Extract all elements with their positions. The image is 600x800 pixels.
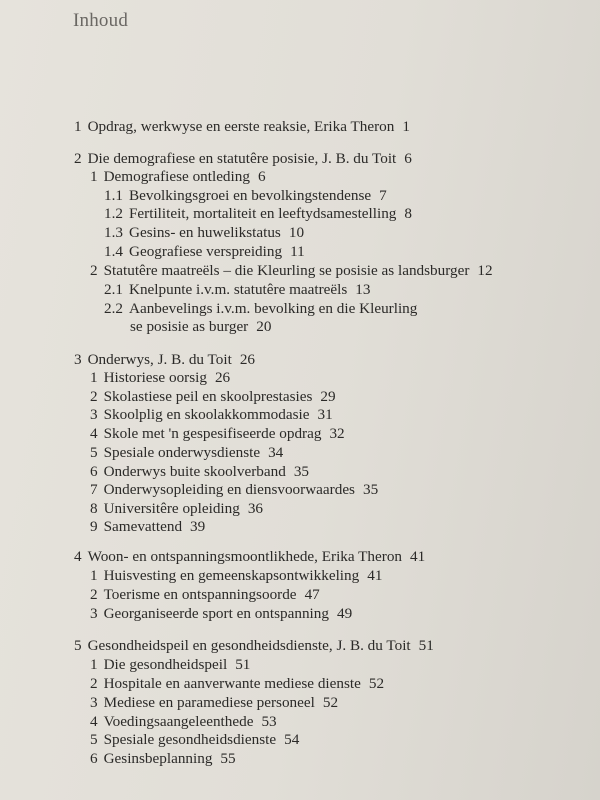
toc-section [90,675,384,692]
entry-title: Voedingsaangeleenthede [103,713,254,730]
entry-number: 9 [90,518,98,535]
entry-title: Gesins- en huwelikstatus [128,224,281,241]
toc-subsection [104,243,305,260]
entry-title: Gesondheidspeil en gesondheidsdienste, J. B. du Toit [87,637,411,654]
entry-number: 3 [90,605,98,622]
entry-number: 8 [90,500,98,517]
entry-number: 1.2 [104,205,123,222]
entry-number: 1.1 [104,187,123,204]
entry-title: Universitêre opleiding [103,500,240,517]
toc-section [90,656,250,673]
entry-title: Mediese en paramediese personeel [103,694,315,711]
entry-number: 2 [90,388,98,405]
entry-title: Skoolplig en skoolakkommodasie [103,406,310,423]
entry-page: 26 [214,369,231,386]
toc-section [90,518,205,535]
entry-title: Geografiese verspreiding [128,243,283,260]
entry-number: 3 [74,351,82,368]
entry-page: 32 [329,425,345,442]
entry-page: 26 [239,351,255,368]
entry-title: se posisie as burger [130,318,249,335]
entry-number: 5 [90,444,98,461]
entry-page: 55 [220,750,236,767]
entry-number: 4 [90,425,98,442]
toc-chapter-1 [74,118,410,135]
toc-chapter-4 [74,548,425,565]
entry-page: 54 [284,731,300,748]
entry-page: 41 [367,567,383,584]
toc-section [90,262,493,279]
entry-page: 51 [235,656,251,673]
entry-page: 10 [288,224,305,241]
entry-number: 6 [90,750,98,767]
entry-title: Samevattend [103,518,183,535]
entry-number: 1 [74,118,82,135]
toc-section [90,463,309,480]
entry-number: 1 [90,168,98,185]
entry-title: Die gesondheidspeil [103,656,228,673]
entry-title: Georganiseerde sport en ontspanning [103,605,329,622]
entry-page: 11 [290,243,305,260]
toc-section [90,500,263,517]
entry-page: 6 [257,168,266,185]
entry-page: 31 [317,406,333,423]
toc-subsection [104,205,412,222]
entry-page: 36 [247,500,264,517]
entry-number: 2 [90,262,98,279]
entry-page: 52 [322,694,339,711]
entry-page: 13 [355,281,371,298]
entry-number: 2.2 [104,300,123,317]
toc-chapter-3 [74,351,255,368]
toc-section [90,586,320,603]
entry-number: 3 [90,694,98,711]
entry-page: 8 [404,205,412,222]
toc-section [90,481,378,498]
entry-page: 20 [256,318,272,335]
entry-title: Spesiale gesondheidsdienste [103,731,277,748]
entry-title: Toerisme en ontspanningsoorde [103,586,297,603]
entry-number: 1 [90,369,98,386]
entry-number: 4 [90,713,98,730]
entry-title: Onderwys, J. B. du Toit [87,351,232,368]
entry-page: 29 [320,388,336,405]
entry-page: 47 [304,586,320,603]
entry-title: Hospitale en aanverwante mediese dienste [103,675,361,692]
page-title: Inhoud [73,10,129,31]
toc-section [90,750,236,767]
entry-page: 49 [336,605,353,622]
entry-title: Aanbevelings i.v.m. bevolking en die Kleurling [128,300,418,317]
toc-section [90,168,266,185]
entry-title: Skole met 'n gespesifiseerde opdrag [103,425,322,442]
entry-page: 12 [477,262,493,279]
entry-page: 7 [379,187,387,204]
entry-title: Gesinsbeplanning [103,750,213,767]
entry-title: Demografiese ontleding [103,168,250,185]
entry-number: 1.4 [104,243,123,260]
toc-subsection [104,187,387,204]
entry-title: Opdrag, werkwyse en eerste reaksie, Erika Theron [87,118,395,135]
toc-section [90,369,230,386]
entry-title: Skolastiese peil en skoolprestasies [103,388,313,405]
toc-chapter-5 [74,637,434,654]
entry-title: Huisvesting en gemeenskapsontwikkeling [103,567,360,584]
entry-page: 34 [268,444,284,461]
toc-section [90,567,382,584]
entry-page: 41 [410,548,426,565]
entry-number: 1.3 [104,224,123,241]
toc-section [90,713,277,730]
toc-section [90,406,333,423]
entry-title: Onderwysopleiding en diensvoorwaardes [103,481,355,498]
toc-section [90,425,345,442]
entry-page: 35 [362,481,379,498]
entry-number: 4 [74,548,82,565]
entry-number: 5 [90,731,98,748]
entry-title: Spesiale onderwysdienste [103,444,261,461]
toc-section [90,388,336,405]
entry-number: 6 [90,463,98,480]
entry-number: 1 [90,656,98,673]
entry-title: Onderwys buite skoolverband [103,463,286,480]
entry-number: 7 [90,481,98,498]
entry-number: 2 [74,150,82,167]
entry-number: 1 [90,567,98,584]
toc-section [90,694,338,711]
entry-page: 1 [402,118,410,135]
entry-page: 35 [293,463,309,480]
entry-title: Die demografiese en statutêre posisie, J. B. du Toit [87,150,397,167]
toc-subsection [104,224,304,241]
entry-title: Historiese oorsig [103,369,207,386]
entry-number: 2 [90,586,98,603]
entry-title: Knelpunte i.v.m. statutêre maatreëls [128,281,348,298]
toc-subsection-continued [130,318,271,335]
entry-page: 39 [190,518,206,535]
entry-number: 5 [74,637,82,654]
entry-page: 51 [418,637,434,654]
entry-number: 2.1 [104,281,123,298]
entry-title: Bevolkingsgroei en bevolkingstendense [128,187,372,204]
toc-subsection [104,300,417,317]
toc-section [90,731,299,748]
entry-title: Woon- en ontspanningsmoontlikhede, Erika Theron [87,548,403,565]
toc-section [90,605,352,622]
entry-title: Statutêre maatreëls – die Kleurling se posisie as landsburger [103,262,470,279]
entry-page: 6 [404,150,412,167]
toc-chapter-2 [74,150,412,167]
entry-page: 53 [261,713,277,730]
toc-subsection [104,281,370,298]
entry-page: 52 [368,675,385,692]
toc-section [90,444,283,461]
entry-number: 2 [90,675,98,692]
entry-number: 3 [90,406,98,423]
entry-title: Fertiliteit, mortaliteit en leeftydsamestelling [128,205,397,222]
